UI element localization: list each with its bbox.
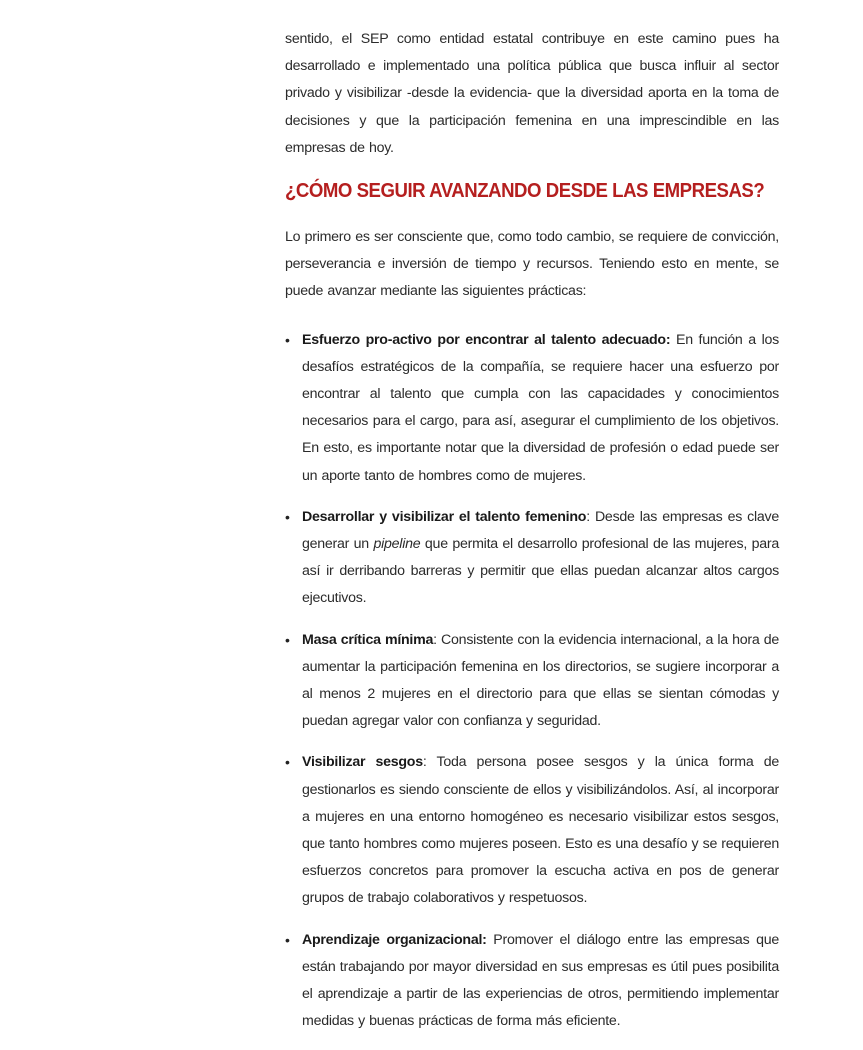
practice-text: En función a los desafíos estratégicos de la compañía, se requiere hacer una esfuerzo por encontrar al talento que cumpla con las capacidades y conocimientos necesarios para el cargo, para así, asegurar el cumplimiento de los objetivos. En esto, es importante notar que la diversidad de profesión o edad puede ser un aporte tanto de hombres como de mujeres. <box>302 331 779 484</box>
paragraph-top: sentido, el SEP como entidad estatal contribuye en este camino pues ha desarrollado e implementado una política pública que busca influir al sector privado y visibilizar -desde la evidencia- que la diversidad aporta en la toma de decisiones y que la participación femenina en una imprescindible en las empresas de hoy. <box>285 31 779 156</box>
list-item <box>285 504 779 613</box>
practice-term: Aprendizaje organizacional: <box>302 931 487 948</box>
practice-term: Esfuerzo pro-activo por encontrar al talento adecuado: <box>302 331 671 348</box>
practice-emphasis: pipeline <box>373 536 421 553</box>
practice-text: que permita el desarrollo profesional de las mujeres, para así ir derribando barreras y permitir que ellas puedan alcanzar altos cargos ejecutivos. <box>302 536 779 607</box>
practice-term: Visibilizar sesgos <box>302 754 423 771</box>
practice-text: Promover el diálogo entre las empresas que están trabajando por mayor diversidad en sus empresas es útil pues posibilita el aprendizaje a partir de las experiencias de otros, permitiendo implementar medidas y buenas prácticas de forma más eficiente. <box>302 931 779 1030</box>
list-item <box>285 627 779 736</box>
list-item <box>285 327 779 490</box>
bullet-icon: • <box>285 331 290 348</box>
practices-list <box>285 327 779 1036</box>
bullet-icon: • <box>285 931 290 948</box>
section-heading: ¿CÓMO SEGUIR AVANZANDO DESDE LAS EMPRESAS? <box>285 180 765 203</box>
bullet-icon: • <box>285 631 290 648</box>
practice-text: : Consistente con la evidencia internacional, a la hora de aumentar la participación femenina en los directorios, se sugiere incorporar a al menos 2 mujeres en el directorio para que ellas se sientan cómodas y puedan agregar valor con confianza y seguridad. <box>302 631 780 730</box>
article-body <box>285 26 779 1050</box>
practice-text: : Desde las empresas es clave generar un <box>302 508 779 553</box>
practice-term: Masa crítica mínima <box>302 631 434 648</box>
bullet-icon: • <box>285 508 290 525</box>
list-item <box>285 749 779 912</box>
practice-term: Desarrollar y visibilizar el talento femenino <box>302 508 587 525</box>
bullet-icon: • <box>285 754 290 771</box>
list-item <box>285 927 779 1036</box>
practice-text: : Toda persona posee sesgos y la única forma de gestionarlos es siendo consciente de ellos y visibilizándolos. Así, al incorporar a mujeres en una entorno homogéneo es necesario visibilizar estos sesgos, que tanto hombres como mujeres poseen. Esto es una desafío y se requieren esfuerzos concretos para promover la escucha activa en pos de generar grupos de trabajo colaborativos y respetuosos. <box>302 754 779 907</box>
intro-paragraph: Lo primero es ser consciente que, como todo cambio, se requiere de convicción, perseverancia e inversión de tiempo y recursos. Teniendo esto en mente, se puede avanzar mediante las siguientes prácticas: <box>285 229 779 300</box>
